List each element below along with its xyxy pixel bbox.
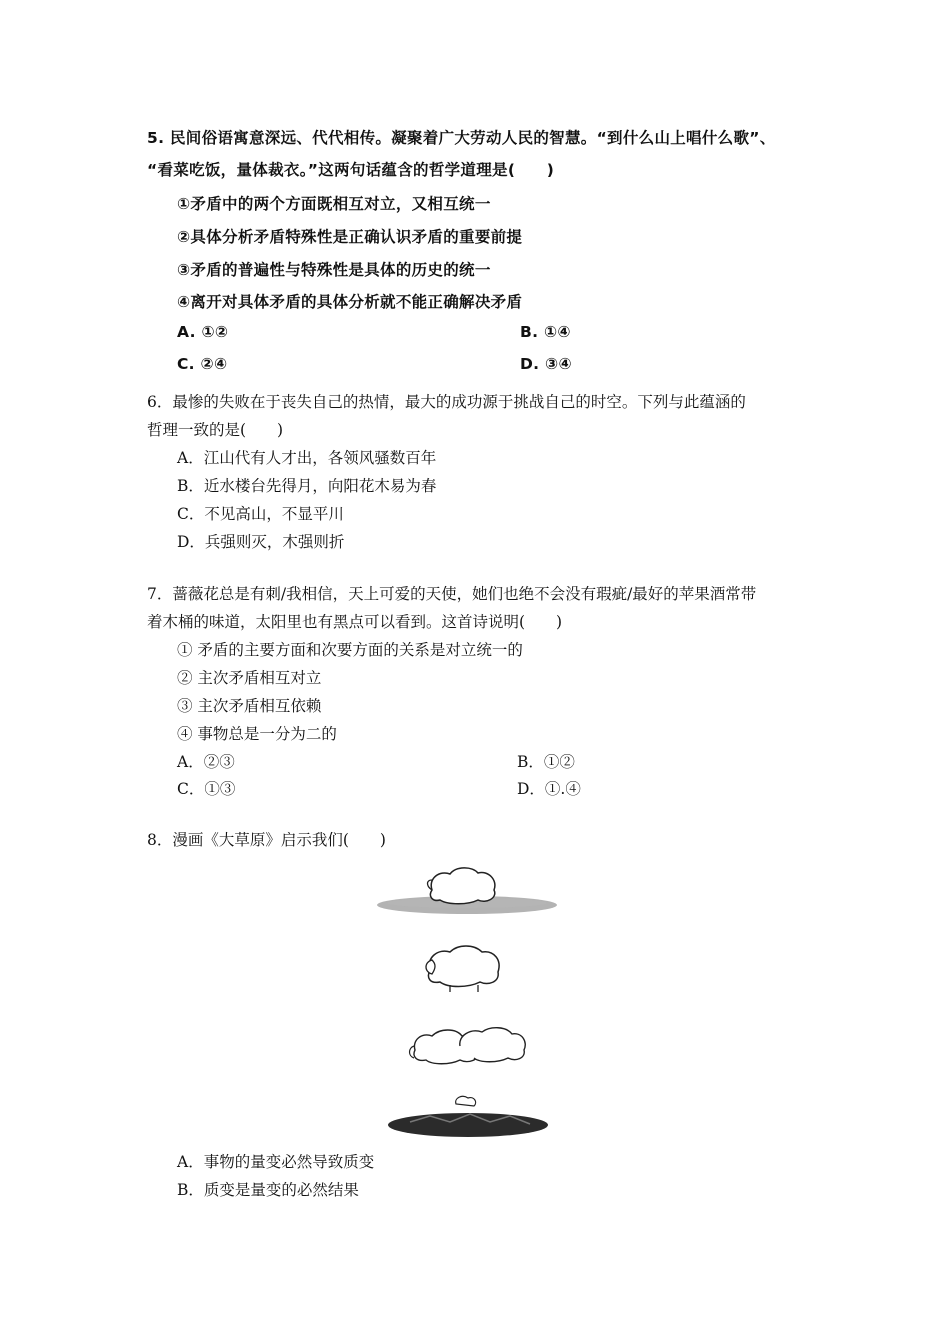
q6-option-b: B．近水楼台先得月，向阳花木易为春 [177,477,437,495]
panel-1-grass-sheep [377,868,557,914]
panel-2-sheep [426,946,499,992]
q7-item-4: ④ 事物总是一分为二的 [177,725,337,743]
panel-3-flock [410,1028,526,1064]
q6-option-c: C．不见高山，不显平川 [177,505,344,523]
q5-stem-line2: “看菜吃饭，量体裁衣。”这两句话蕴含的哲学道理是( ) [147,161,555,179]
q6-stem-line2: 哲理一致的是( ) [147,421,284,439]
q5-item-4: ④离开对具体矛盾的具体分析就不能正确解决矛盾 [177,293,523,311]
q7-option-d: D．①.④ [517,780,581,798]
q7-option-c: C．①③ [177,780,236,798]
q7-stem-line2: 着木桶的味道，太阳里也有黑点可以看到。这首诗说明( ) [147,613,563,631]
q8-option-a: A．事物的量变必然导致质变 [177,1153,375,1171]
q8-stem: 8．漫画《大草原》启示我们( ) [147,831,386,849]
q7-item-3: ③ 主次矛盾相互依赖 [177,697,322,715]
q8-option-b: B．质变是量变的必然结果 [177,1181,359,1199]
q6-option-d: D．兵强则灭，木强则折 [177,533,345,551]
q7-option-b: B．①② [517,753,575,771]
panel-4-bare-ground [388,1096,548,1137]
q7-item-2: ② 主次矛盾相互对立 [177,669,322,687]
q7-option-a: A．②③ [177,753,235,771]
q7-item-1: ① 矛盾的主要方面和次要方面的关系是对立统一的 [177,641,523,659]
q5-option-b: B. ①④ [520,323,571,341]
q5-option-a: A. ①② [177,323,229,341]
q7-stem-line1: 7．蔷薇花总是有刺/我相信，天上可爱的天使，她们也绝不会没有瑕疵/最好的苹果酒常带 [147,585,757,603]
grassland-cartoon [370,850,570,1140]
q5-option-c: C. ②④ [177,355,228,373]
q5-option-d: D. ③④ [520,355,572,373]
q6-option-a: A．江山代有人才出，各领风骚数百年 [177,449,437,467]
q5-item-2: ②具体分析矛盾特殊性是正确认识矛盾的重要前提 [177,228,523,246]
q5-item-3: ③矛盾的普遍性与特殊性是具体的历史的统一 [177,261,491,279]
q5-item-1: ①矛盾中的两个方面既相互对立，又相互统一 [177,195,491,213]
q5-stem-line1: 5. 民间俗语寓意深远、代代相传。凝聚着广大劳动人民的智慧。“到什么山上唱什么歌”、 [147,129,776,147]
q6-stem-line1: 6．最惨的失败在于丧失自己的热情，最大的成功源于挑战自己的时空。下列与此蕴涵的 [147,393,746,411]
